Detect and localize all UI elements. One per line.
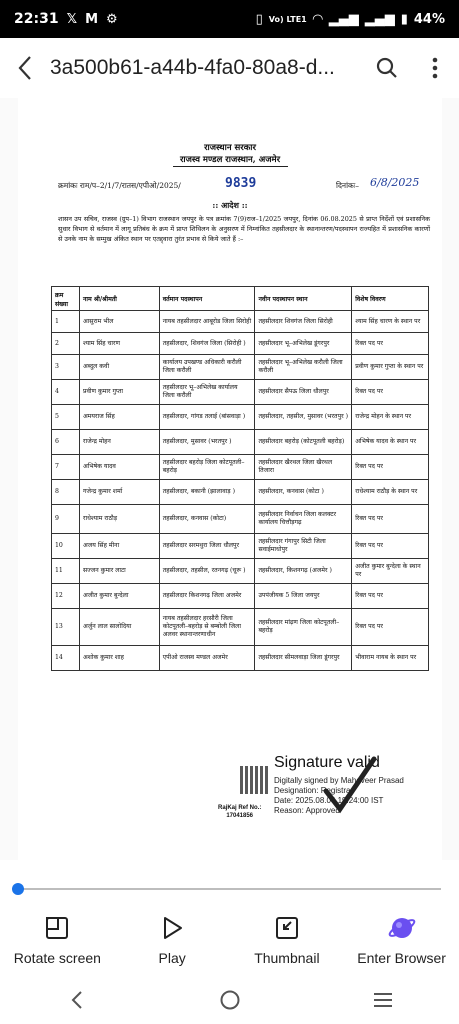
cell-current-posting: तहसीलदार, बकानी (झालावाड़ ) — [159, 480, 255, 505]
more-vertical-icon — [432, 57, 438, 79]
cell-name: आसुराम भील — [79, 311, 159, 333]
cell-name: सज्जन कुमार लाटा — [79, 559, 159, 584]
cell-serial: 11 — [52, 559, 80, 584]
nav-back-button[interactable] — [37, 976, 117, 1024]
table-header-row — [52, 287, 429, 311]
rotate-icon — [43, 914, 71, 942]
search-icon — [375, 56, 399, 80]
col-name: नाम श्री/श्रीमती — [79, 287, 159, 311]
play-icon — [158, 914, 186, 942]
cell-new-posting: तहसीलदार मांढ़ण जिला कोटपूतली–बहरोड़ — [255, 609, 352, 646]
cell-name: प्रवीण कुमार गुप्ता — [79, 380, 159, 405]
header-board: राजस्व मण्डल राजस्थान, अजमेर — [179, 155, 281, 165]
vibrate-icon: ▯ — [255, 11, 263, 27]
cell-new-posting: तहसीलदार शिवगंज जिला सिरोही — [255, 311, 352, 333]
thumbnail-button[interactable] — [230, 906, 345, 976]
table-row — [52, 559, 429, 584]
table-row — [52, 311, 429, 333]
document-viewer[interactable] — [0, 98, 459, 860]
cell-serial: 8 — [52, 480, 80, 505]
signature-valid-text: Signature valid — [274, 754, 380, 771]
cell-serial: 6 — [52, 430, 80, 455]
network-label: Vo) LTE1 — [268, 14, 307, 24]
cell-remarks: श्याम सिंह चारण के स्थान पर — [352, 311, 429, 333]
header-government: राजस्थान सरकार — [204, 143, 256, 153]
nav-home-icon — [219, 989, 241, 1011]
order-number-handwritten: 9839 — [225, 176, 257, 191]
table-row — [52, 333, 429, 355]
table-row — [52, 609, 429, 646]
signal-icon-2: ▂▄▆ — [364, 11, 395, 27]
table-row — [52, 534, 429, 559]
thumbnail-label: Thumbnail — [254, 950, 320, 966]
enter-browser-label: Enter Browser — [357, 950, 446, 966]
table-row — [52, 405, 429, 430]
m-icon: M — [85, 11, 98, 27]
signature-line: Date: 2025.08.06 19:24:00 IST — [274, 796, 384, 805]
x-icon: 𝕏 — [66, 11, 78, 27]
cell-current-posting: तहसीलदार, गांगड तलाई (बांसवाड़ा ) — [159, 405, 255, 430]
cell-name: अजय सिंह मीना — [79, 534, 159, 559]
cell-current-posting: तहसीलदार बहरोड़ जिला कोटपूतली–बहरोड़ — [159, 455, 255, 480]
slider-thumb[interactable] — [12, 883, 24, 895]
cell-new-posting: तहसीलदार भू–अभिलेख डूंगरपुर — [255, 333, 352, 355]
date-handwritten: 6/8/2025 — [370, 176, 420, 189]
cell-name: अशोक कुमार शाह — [79, 646, 159, 671]
document-page[interactable] — [18, 98, 442, 860]
rajkaj-ref — [218, 804, 261, 820]
ref-label: RajKaj Ref No.: — [218, 805, 262, 811]
cell-name: श्याम सिंह चारण — [79, 333, 159, 355]
cell-current-posting: नायब तहसीलदार आबूरोड जिला सिरोही — [159, 311, 255, 333]
col-current-posting: वर्तमान पदस्थापन — [159, 287, 255, 311]
cell-name: राजेन्द्र मोहन — [79, 430, 159, 455]
bottom-toolbar — [0, 906, 459, 976]
status-bar — [0, 0, 459, 38]
play-label: Play — [158, 950, 186, 966]
transfer-table — [51, 286, 429, 671]
enter-browser-button[interactable] — [344, 906, 459, 976]
cell-new-posting: तहसीलदार खैरथल जिला खैरथल तिजारा — [255, 455, 352, 480]
table-row — [52, 646, 429, 671]
cell-new-posting: तहसीलदार, किशनगढ़ (अजमेर ) — [255, 559, 352, 584]
cell-current-posting: तहसीलदार, कनवास (कोटा) — [159, 505, 255, 534]
slider-track[interactable] — [18, 888, 441, 890]
rotate-screen-label: Rotate screen — [13, 950, 101, 966]
cell-serial: 7 — [52, 455, 80, 480]
signal-icon: ▂▄▆ — [328, 11, 359, 27]
cell-serial: 12 — [52, 584, 80, 609]
chevron-left-icon — [17, 55, 33, 81]
cell-remarks: रिक्त पद पर — [352, 455, 429, 480]
col-serial: क्रम संख्या — [52, 287, 80, 311]
document-title: 3a500b61-a44b-4fa0-80a8-d... — [50, 56, 335, 79]
cell-remarks: अजीत कुमार बुन्देला के स्थान पर — [352, 559, 429, 584]
cell-current-posting: नायब तहसीलदार हरसौरी जिला कोटपूतली–बहरोड़ से बम्बोली जिला अलवर स्थानान्तरणाधीन — [159, 609, 255, 646]
cell-remarks: रिक्त पद पर — [352, 505, 429, 534]
cell-remarks: प्रवीण कुमार गुप्ता के स्थान पर — [352, 355, 429, 380]
cell-name: अब्दुल कवी — [79, 355, 159, 380]
cell-serial: 14 — [52, 646, 80, 671]
cell-remarks: रिक्त पद पर — [352, 609, 429, 646]
cell-name: अमयराज सिंह — [79, 405, 159, 430]
cell-current-posting: तहसीलदार, मुसावर (भरतपुर ) — [159, 430, 255, 455]
cell-serial: 4 — [52, 380, 80, 405]
cell-serial: 2 — [52, 333, 80, 355]
cell-remarks: राधेश्याम राठौड़ के स्थान पर — [352, 480, 429, 505]
table-row — [52, 480, 429, 505]
cell-name: गजेन्द्र कुमार शर्मा — [79, 480, 159, 505]
search-button[interactable] — [363, 38, 411, 98]
back-button[interactable] — [0, 38, 50, 98]
more-options-button[interactable] — [411, 38, 459, 98]
order-number-label: क्रमांकः राम/प–2/1/7/रातस/एपीओ/2025/ — [58, 181, 181, 190]
app-bar — [0, 38, 459, 98]
cell-new-posting: तहसीलदार निर्वाचन जिला कलक्टर कार्यालय चित्तौड़गढ़ — [255, 505, 352, 534]
cell-new-posting: तहसीलदार सीमलवाड़ा जिला डूंगरपुर — [255, 646, 352, 671]
battery-level: 44% — [413, 11, 445, 27]
table-row — [52, 430, 429, 455]
header-underline — [173, 166, 288, 167]
cell-serial: 1 — [52, 311, 80, 333]
table-row — [52, 380, 429, 405]
wifi-icon: ◠ — [312, 11, 323, 27]
cell-name: अर्जुन लाल सालोदिया — [79, 609, 159, 646]
cell-serial: 3 — [52, 355, 80, 380]
rotate-screen-button[interactable] — [0, 906, 115, 976]
cell-remarks: रिक्त पद पर — [352, 333, 429, 355]
qr-code — [240, 766, 268, 794]
gear-icon: ⚙ — [106, 11, 118, 27]
cell-new-posting: तहसीलदार गंगापुर सिटी जिला सवाईमाधोपुर — [255, 534, 352, 559]
checkmark-icon — [320, 753, 380, 823]
cell-remarks: राजेन्द्र मोहन के स्थान पर — [352, 405, 429, 430]
order-paragraph: शासन उप सचिव, राजस्व (ग्रुप–1) विभाग राजस्थान जयपुर के पत्र क्रमांक 7(9)राज–1/2025 जयपुर, दिनांक 06.08.2025 से प्राप्त निर्देशों एवं प्रशासनिक सुधार विभाग से वर्तमान में लागू प्रतिबंध के क्रम में प्राप्त शिथिलन के अनुसरण में निम्नांकित तहसीलदार के स्थानान्तरण/पदस्थापन राज्यहित में प्रशासनिक कारणों से उनके नाम के सम्मुख अंकित स्थान पर एतद्द्वारा तुरंत प्रभाव से किये जाते हैं :– — [58, 215, 430, 243]
cell-current-posting: तहसीलदार, तहसील, रतनगढ़ (चूरू ) — [159, 559, 255, 584]
cell-serial: 10 — [52, 534, 80, 559]
cell-remarks: अभिषेक यादव के स्थान पर — [352, 430, 429, 455]
cell-new-posting: तहसीलदार बहरोड़ (कोटपूतली बहरोड़) — [255, 430, 352, 455]
browser-planet-icon — [388, 914, 416, 942]
nav-recents-icon — [372, 991, 394, 1009]
cell-current-posting: तहसीलदार किशनगढ़ जिला अजमेर — [159, 584, 255, 609]
col-remarks: विशेष विवरण — [352, 287, 429, 311]
cell-name: अजीत कुमार बुन्देला — [79, 584, 159, 609]
cell-current-posting: एपीओ राजस्व मण्डल अजमेर — [159, 646, 255, 671]
play-button[interactable] — [115, 906, 230, 976]
cell-remarks: रिक्त पद पर — [352, 380, 429, 405]
cell-remarks: भीवाराम नायब के स्थान पर — [352, 646, 429, 671]
page-slider[interactable] — [0, 872, 459, 902]
cell-current-posting: तहसीलदार, शिवगंज जिला (सिरोही ) — [159, 333, 255, 355]
table-body — [52, 311, 429, 671]
cell-new-posting: उपपंजीयक 5 जिला जयपुर — [255, 584, 352, 609]
cell-current-posting: तहसीलदार सरमथुरा जिला धौलपुर — [159, 534, 255, 559]
signature-line: Designation: Registrar — [274, 786, 354, 795]
cell-serial: 9 — [52, 505, 80, 534]
date-label: दिनांकः– — [336, 181, 360, 190]
ref-number: 17041856 — [226, 813, 254, 819]
clock: 22:31 — [14, 11, 59, 27]
cell-current-posting: कार्यालय उपखण्ड अधिकारी करौली जिला करौली — [159, 355, 255, 380]
cell-remarks: रिक्त पद पर — [352, 534, 429, 559]
cell-serial: 13 — [52, 609, 80, 646]
table-row — [52, 355, 429, 380]
table-row — [52, 455, 429, 480]
table-row — [52, 505, 429, 534]
table-row — [52, 584, 429, 609]
cell-name: राधेश्याम राठौड़ — [79, 505, 159, 534]
signature-line: Reason: Approved — [274, 806, 340, 815]
cell-new-posting: तहसीलदार, कनवास (कोटा ) — [255, 480, 352, 505]
cell-serial: 5 — [52, 405, 80, 430]
cell-new-posting: तहसीलदार, तहसील, मुसावर (भरतपुर ) — [255, 405, 352, 430]
system-nav-bar — [0, 976, 459, 1024]
cell-name: अभिषेक यादव — [79, 455, 159, 480]
cell-new-posting: तहसीलदार सैपऊ जिला धौलपुर — [255, 380, 352, 405]
cell-current-posting: तहसीलदार भू–अभिलेख कार्यालय जिला करौली — [159, 380, 255, 405]
order-heading: :: आदेश :: — [212, 200, 248, 210]
thumbnail-icon — [273, 914, 301, 942]
signature-line: Digitally signed by Mahaveer Prasad — [274, 776, 404, 785]
battery-icon: ▮ — [400, 11, 408, 27]
nav-home-button[interactable] — [190, 976, 270, 1024]
nav-back-icon — [70, 990, 84, 1010]
nav-recents-button[interactable] — [343, 976, 423, 1024]
col-new-posting: नवीन पदस्थापन स्थान — [255, 287, 352, 311]
cell-remarks: रिक्त पद पर — [352, 584, 429, 609]
cell-new-posting: तहसीलदार भू–अभिलेख करौली जिला करौली — [255, 355, 352, 380]
